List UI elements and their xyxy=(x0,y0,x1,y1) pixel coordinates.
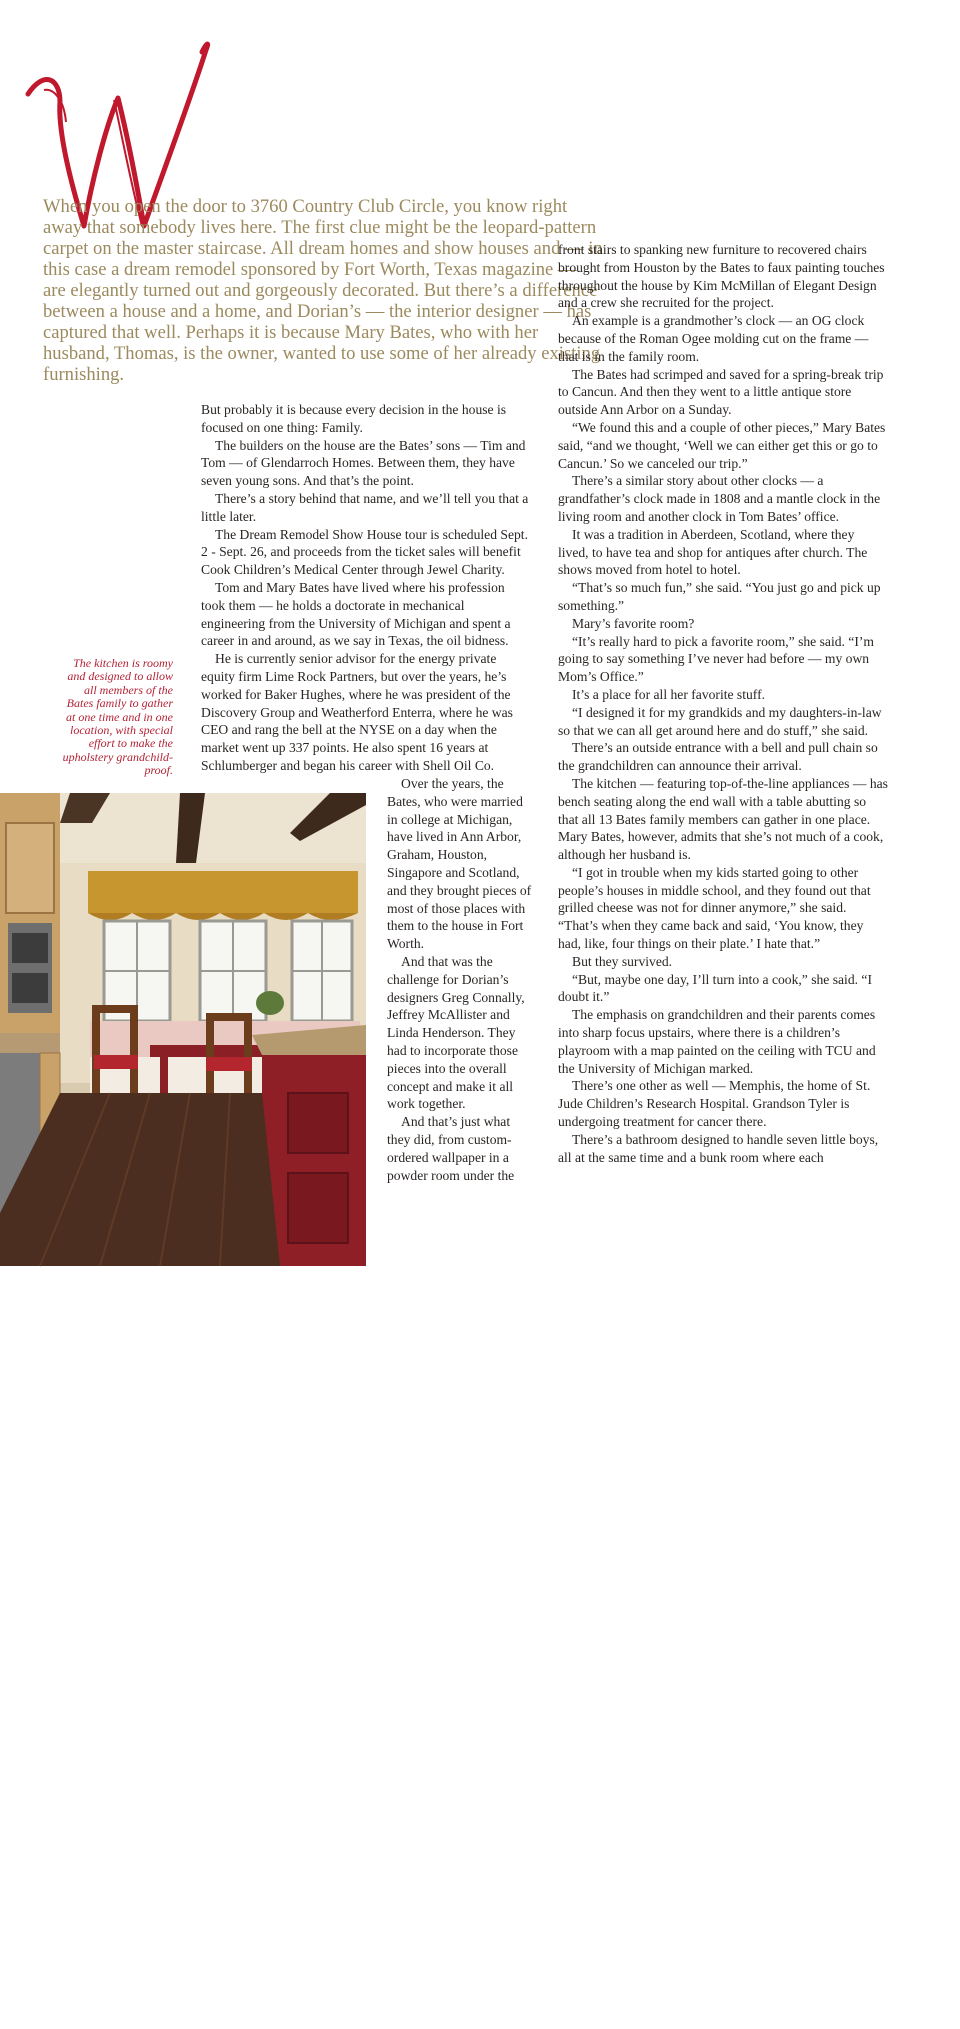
paragraph: “That’s so much fun,” she said. “You just go and pick up something.” xyxy=(558,580,881,613)
paragraph: The kitchen — featuring top-of-the-line appliances — has bench seating along the end wall with a table abutting so that all 13 Bates family members can gather in one place. Mary Bates, however, admits that she’s not much of a cook, although her husband is. xyxy=(558,775,888,863)
paragraph: Tom and Mary Bates have lived where his profession took them — he holds a doctorate in mechanical engineering from the University of Michigan and spent a career in and around, as we say in Texas, the oil bidness. xyxy=(201,579,511,649)
paragraph: But probably it is because every decision in the house is focused on one thing: Family. xyxy=(201,402,507,435)
kitchen-illustration xyxy=(0,793,366,1266)
paragraph: The builders on the house are the Bates’ sons — Tim and Tom — of Glendarroch Homes. Between them, they have seven young sons. And that’s the point. xyxy=(201,437,526,489)
paragraph: It’s a place for all her favorite stuff. xyxy=(572,686,766,702)
paragraph: “We found this and a couple of other pieces,” Mary Bates said, “and we thought, ‘Well we can either get this or go to Cancun.’ So we canceled our trip.” xyxy=(558,419,886,471)
paragraph: There’s a bathroom designed to handle seven little boys, all at the same time and a bunk room where each xyxy=(558,1131,879,1165)
paragraph: And that’s just what they did, from custom-ordered wallpaper in a powder room under the xyxy=(387,1114,515,1183)
paragraph: The emphasis on grandchildren and their parents comes into sharp focus upstairs, where there is a children’s playroom with a map painted on the ceiling with TCU and the University of Michigan marked. xyxy=(558,1007,876,1076)
page-number: 50 xyxy=(57,2012,76,2029)
paragraph: There’s an outside entrance with a bell and pull chain so the grandchildren can announce their arrival. xyxy=(558,740,878,774)
paragraph: There’s one other as well — Memphis, the home of St. Jude Children’s Research Hospital. Grandson Tyler is undergoing treatment for cancer there. xyxy=(558,1078,871,1130)
paragraph: There’s a story behind that name, and we’ll tell you that a little later. xyxy=(201,490,529,524)
site-name: FWTX.COM xyxy=(81,2013,161,2028)
paragraph: “It’s really hard to pick a favorite room,” she said. “I’m going to say something I’ve never had before — my own Mom’s Office.” xyxy=(558,633,874,685)
paragraph: Over the years, the Bates, who were married in college at Michigan, have lived in Ann Arbor, Graham, Houston, Singapore and Scotland, and they brought pieces of most of those places with them to the house in Fort Worth. xyxy=(387,776,532,952)
paragraph: The Bates had scrimped and saved for a spring-break trip to Cancun. And then they went to a little antique store outside Ann Arbor on a Sunday. xyxy=(558,366,884,418)
article-column-middle-top xyxy=(201,401,531,775)
page-footer xyxy=(57,2012,160,2029)
paragraph: “I designed it for my grandkids and my daughters-in-law so that we can all get around here and do stuff,” she said. xyxy=(558,704,882,738)
lede-text: When you open the door to 3760 Country Club Circle, you know right away that somebody lives here. The first clue might be the leopard-pattern carpet on the master staircase. All dream homes and show houses and — in this case a dream remodel sponsored by Fort Worth, Texas magazine — are elegantly turned out and gorgeously decorated. But there’s a difference between a house and a home, and Dorian’s — the interior designer — has captured that well. Perhaps it is because Mary Bates, who with her husband, Thomas, is the owner, wanted to use some of her already existing furnishing. xyxy=(43,196,603,385)
paragraph: Mary’s favorite room? xyxy=(572,615,695,631)
paragraph: “I got in trouble when my kids started going to other people’s houses in middle school, and they found out that grilled cheese was not for dinner anymore,” she said. “That’s when they came back and said, ‘You know, they had, like, four things on their plate.’ I hate that.” xyxy=(558,864,871,952)
paragraph: But they survived. xyxy=(572,953,673,969)
paragraph: And that was the challenge for Dorian’s designers Greg Connally, Jeffrey McAllister and Linda Henderson. They had to incorporate those pieces into the overall concept and make it all work together. xyxy=(387,953,525,1112)
paragraph: front stairs to spanking new furniture to recovered chairs brought from Houston by the Bates to faux painting touches throughout the house by Kim McMillan of Elegant Design and a crew she recruited for the project. xyxy=(558,242,885,311)
paragraph: There’s a similar story about other clocks — a grandfather’s clock made in 1808 and a mantle clock in the living room and another clock in Tom Bates’ office. xyxy=(558,473,881,524)
lede-paragraph xyxy=(43,196,603,385)
paragraph: “But, maybe one day, I’ll turn into a cook,” she said. “I doubt it.” xyxy=(558,971,872,1005)
article-column-middle-narrow xyxy=(387,775,532,1184)
paragraph: An example is a grandmother’s clock — an OG clock because of the Roman Ogee molding cut on the frame — that is in the family room. xyxy=(558,313,869,364)
paragraph: He is currently senior advisor for the energy private equity firm Lime Rock Partners, but over the years, he’s worked for Baker Hughes, where he was president of the Discovery Group and Weatherford Enterra, where he was CEO and rang the bell at the NYSE on a day when the market went up 337 points. He also spent 16 years at Schlumberger and began his career with Shell Oil Co. xyxy=(201,651,513,773)
article-column-right xyxy=(558,241,888,1166)
paragraph: The Dream Remodel Show House tour is scheduled Sept. 2 - Sept. 26, and proceeds from the ticket sales will benefit Cook Children’s Medical Center through Jewel Charity. xyxy=(201,526,528,578)
paragraph: It was a tradition in Aberdeen, Scotland, where they lived, to have tea and shop for antiques after church. The shows moved from hotel to hotel. xyxy=(558,526,868,578)
photo-caption: The kitchen is roomy and designed to allow all members of the Bates family to gather at one time and in one location, with special effort to make the upholstery grandchild-proof. xyxy=(62,656,173,778)
kitchen-photo xyxy=(0,793,366,2029)
